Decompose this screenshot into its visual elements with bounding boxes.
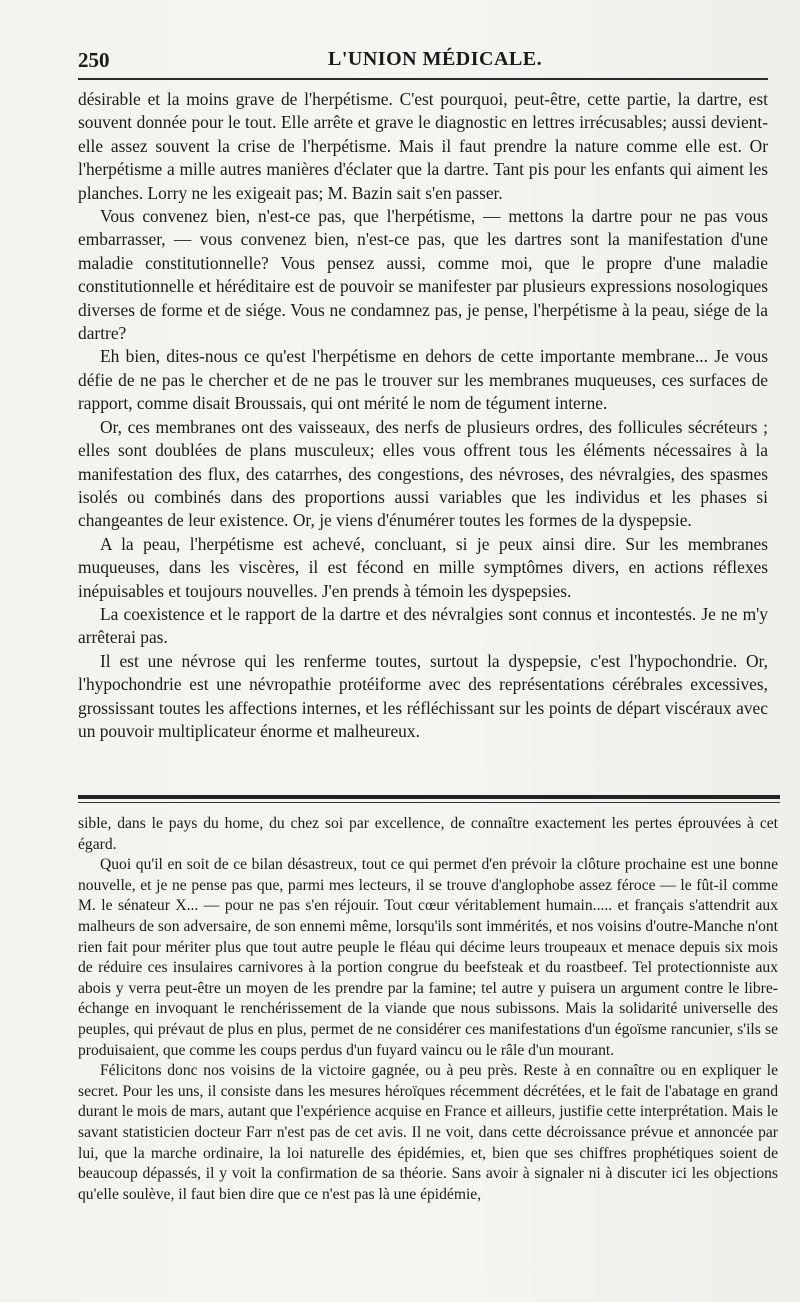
separator-thick-rule [78, 795, 780, 799]
page-number: 250 [78, 48, 110, 72]
feuilleton-paragraph: Quoi qu'il en soit de ce bilan désastreux, tout ce qui permet d'en prévoir la clôture prochaine est une bonne nouvelle, et je ne pense pas que, parmi mes lecteurs, il se trouve d'anglophobe assez féroce — le fût-il comme M. le sénateur X... — pour ne pas s'en réjouir. Tout cœur véritablement humain..... et français s'attendrit aux malheurs de son adversaire, de son ennemi même, lorsqu'ils sont immérités, et nos voisins d'outre-Manche n'ont rien fait pour mériter plus que tout autre peuple le fléau qui décime leurs troupeaux et menace depuis six mois de réduire ces insulaires carnivores à la portion congrue du beefsteak et du roastbeef. Tel protectionniste aux abois y verra peut-être un moyen de les prendre par la famine; tel autre y puisera un argument contre le libre-échange en invoquant le renchérissement de la viande que nous subissons. Mais la solidarité universelle des peuples, qui prévaut de plus en plus, permet de ne considérer ces manifestations d'un égoïsme rancunier, s'ils se produisaient, que comme les coups perdus d'un fuyard vaincu ou le râle d'un mourant. [78, 856, 778, 1059]
separator-thin-rule [78, 802, 780, 803]
page-header [78, 44, 768, 74]
feuilleton-separator [78, 795, 780, 805]
article-paragraph: désirable et la moins grave de l'herpétisme. C'est pourquoi, peut-être, cette partie, la dartre, est souvent donnée pour le tout. Elle arrête et grave le diagnostic en lettres irrécusables; aussi devient-elle assez souvent la crise de l'herpétisme. Mais il faut prendre la nature comme elle est. Or l'herpétisme a mille autres manières d'éclater que la dartre. Tant pis pour les enfants qui aiment les planches. Lorry ne les exigeait pas; M. Bazin sait s'en passer. [78, 89, 768, 203]
article-paragraph: Vous convenez bien, n'est-ce pas, que l'herpétisme, — mettons la dartre pour ne pas vous embarrasser, — vous convenez bien, n'est-ce pas, que les dartres sont la manifestation d'une maladie constitutionnelle? Vous pensez aussi, comme moi, que le propre d'une maladie constitutionnelle et héréditaire est de pouvoir se manifester par plusieurs expressions nosologiques diverses de forme et de siége. Vous ne condamnez pas, je pense, l'herpétisme à la peau, siége de la dartre? [78, 206, 768, 344]
article-paragraph: Eh bien, dites-nous ce qu'est l'herpétisme en dehors de cette importante membrane... Je vous défie de ne pas le chercher et de ne pas le trouver sur les membranes muqueuses, ces surfaces de rapport, comme disait Broussais, qui ont mérité le nom de tégument interne. [78, 346, 768, 414]
feuilleton-paragraph: Félicitons donc nos voisins de la victoire gagnée, ou à peu près. Reste à en connaître ou en expliquer le secret. Pour les uns, il consiste dans les mesures héroïques récemment décrétées, et le fait de l'abatage en grand durant le mois de mars, autant que l'expérience acquise en France et ailleurs, justifie cette interprétation. Mais le savant statisticien docteur Farr n'est pas de cet avis. Il ne voit, dans cette décroissance prévue et annoncée par lui, que la marche ordinaire, la loi naturelle des épidémies, et, bien que ses chiffres prophétiques soient de beaucoup dépassés, il y voit la confirmation de sa théorie. Sans avoir à signaler ni à discuter ici les objections qu'elle soulève, il faut bien dire que ce n'est pas là une épidémie, [78, 1062, 778, 1203]
feuilleton-body [78, 814, 778, 1205]
article-paragraph: La coexistence et le rapport de la dartre et des névralgies sont connus et incontestés. Je ne m'y arrêterai pas. [78, 603, 768, 648]
article-paragraph: Or, ces membranes ont des vaisseaux, des nerfs de plusieurs ordres, des follicules sécréteurs ; elles sont doublées de plans musculeux; elles vous offrent tous les éléments nécessaires à la manifestation des flux, des catarrhes, des congestions, des névroses, des névralgies, des spasmes isolés ou combinés dans des proportions aussi variables que les individus et les phases si changeantes de leur existence. Or, je viens d'énumérer toutes les formes de la dyspepsie. [78, 416, 768, 531]
article-body [78, 88, 768, 743]
article-paragraph: Il est une névrose qui les renferme toutes, surtout la dyspepsie, c'est l'hypochondrie. Or, l'hypochondrie est une névropathie protéiforme avec des représentations cérébrales excessives, grossissant toutes les affections internes, et les réfléchissant sur les points de départ viscéraux avec un pouvoir multiplicateur énorme et malheureux. [78, 650, 768, 741]
article-paragraph: A la peau, l'herpétisme est achevé, concluant, si je peux ainsi dire. Sur les membranes muqueuses, dans les viscères, il est fécond en mille symptômes divers, en actions réflexes inépuisables et toujours nouvelles. J'en prends à témoin les dyspepsies. [78, 533, 768, 601]
feuilleton-paragraph: sible, dans le pays du home, du chez soi par excellence, de connaître exactement les pertes éprouvées à cet égard. [78, 815, 778, 853]
running-title: L'UNION MÉDICALE. [328, 48, 543, 70]
header-rule [78, 78, 768, 80]
